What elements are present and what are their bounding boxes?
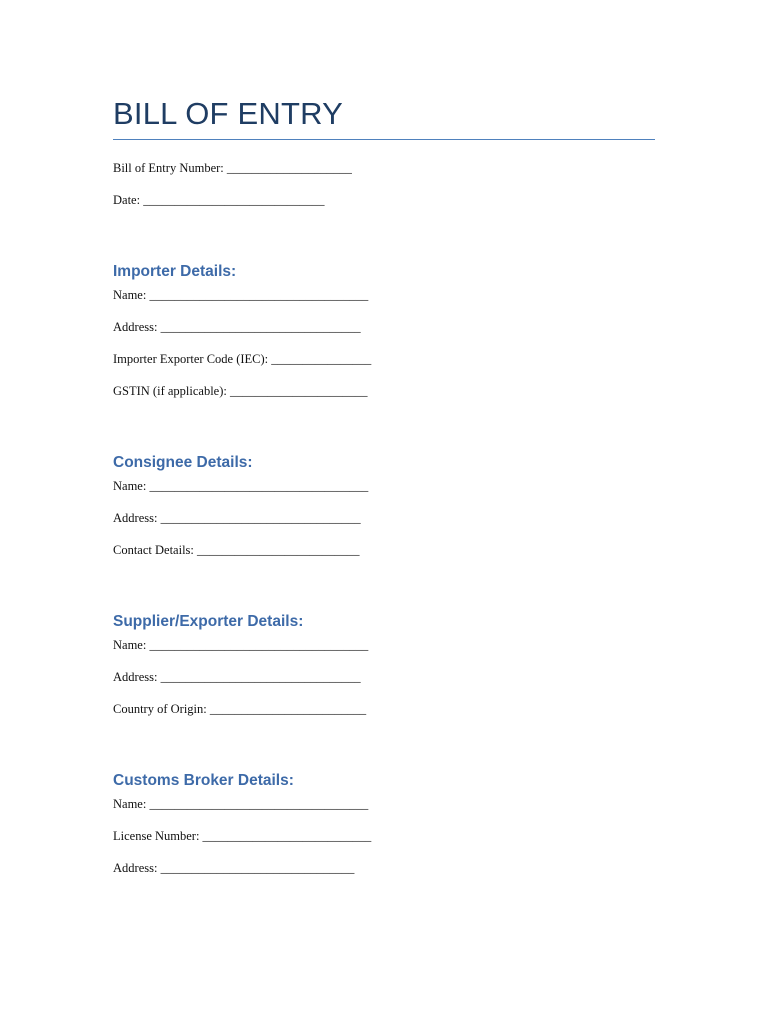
broker-name-field: Name: ___________________________________ bbox=[113, 797, 369, 811]
bill-of-entry-number-field: Bill of Entry Number: ____________________ bbox=[113, 161, 352, 175]
supplier-address-field: Address: ________________________________ bbox=[113, 670, 361, 684]
broker-address-field: Address: _______________________________ bbox=[113, 861, 355, 875]
consignee-address-field: Address: ________________________________ bbox=[113, 511, 361, 525]
date-field: Date: _____________________________ bbox=[113, 193, 325, 207]
consignee-contact-field: Contact Details: __________________________ bbox=[113, 543, 360, 557]
document-title: BILL OF ENTRY bbox=[113, 96, 343, 131]
importer-iec-field: Importer Exporter Code (IEC): ________________ bbox=[113, 352, 372, 366]
consignee-details-heading: Consignee Details: bbox=[113, 454, 253, 471]
title-divider bbox=[113, 139, 655, 140]
consignee-name-field: Name: ___________________________________ bbox=[113, 479, 369, 493]
importer-name-field: Name: ___________________________________ bbox=[113, 288, 369, 302]
customs-broker-details-heading: Customs Broker Details: bbox=[113, 772, 294, 789]
importer-details-heading: Importer Details: bbox=[113, 263, 237, 280]
broker-license-field: License Number: ___________________________ bbox=[113, 829, 372, 843]
supplier-country-field: Country of Origin: _________________________ bbox=[113, 702, 367, 716]
supplier-details-heading: Supplier/Exporter Details: bbox=[113, 613, 304, 630]
importer-gstin-field: GSTIN (if applicable): ______________________ bbox=[113, 384, 368, 398]
importer-address-field: Address: ________________________________ bbox=[113, 320, 361, 334]
supplier-name-field: Name: ___________________________________ bbox=[113, 638, 369, 652]
